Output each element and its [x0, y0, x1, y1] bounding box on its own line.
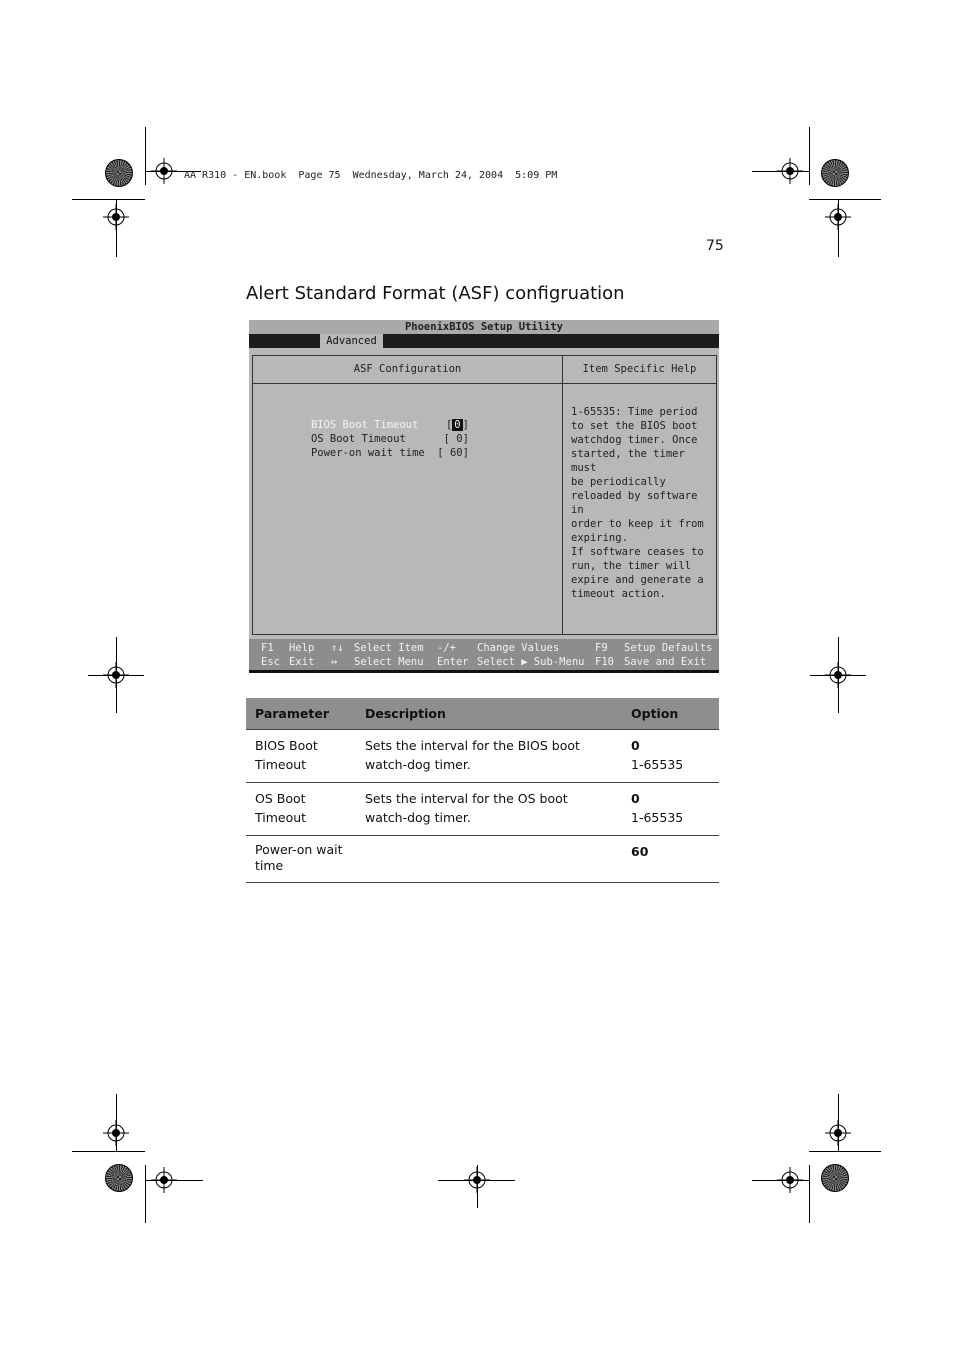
- key-enter: Enter: [437, 656, 469, 668]
- option-default: 0: [631, 738, 640, 753]
- bios-item-power-on-wait-time[interactable]: Power-on wait time [ 60]: [310, 447, 469, 459]
- registration-crosshair-icon: [464, 1167, 490, 1193]
- registration-crosshair-icon: [777, 158, 803, 184]
- bios-menu-bar: [249, 334, 719, 348]
- cell-description: [356, 836, 622, 883]
- cell-parameter: OS Boot Timeout: [246, 783, 356, 836]
- page-number: 75: [706, 238, 724, 254]
- bios-bottom-rule: [249, 670, 719, 673]
- table-row: [246, 836, 719, 883]
- book-header-line: AA R310 - EN.book Page 75 Wednesday, March 24, 2004 5:09 PM: [184, 170, 558, 181]
- key-updown: ↑↓: [331, 642, 344, 654]
- item-value[interactable]: 0: [456, 433, 463, 445]
- bios-item-bios-boot-timeout[interactable]: BIOS Boot Timeout [ 0 ]: [310, 419, 469, 431]
- bios-screen: [249, 320, 719, 673]
- key-plusminus-label: Change Values: [477, 642, 560, 654]
- item-label: OS Boot Timeout: [310, 433, 406, 445]
- item-label: BIOS Boot Timeout: [310, 419, 419, 431]
- table-header-row: [246, 698, 719, 730]
- bios-key-legend: [249, 639, 719, 670]
- registration-crosshair-icon: [151, 1167, 177, 1193]
- left-panel-title: ASF Configuration: [253, 356, 562, 384]
- registration-crosshair-icon: [103, 204, 129, 230]
- help-text: 1-65535: Time period to set the BIOS boot watchdog timer. Once started, the timer must be periodically reloaded by software in order to keep it from expiring. If software ceases to run, the timer will expire and generate a timeout action.: [571, 406, 704, 600]
- registration-disc-icon: [821, 1164, 849, 1192]
- registration-crosshair-icon: [825, 1120, 851, 1146]
- item-help-panel: [562, 355, 717, 635]
- key-enter-label: Select ▶ Sub-Menu: [477, 656, 585, 668]
- key-f1: F1: [261, 642, 274, 654]
- cell-parameter: BIOS Boot Timeout: [246, 730, 356, 783]
- option-default: 60: [631, 844, 649, 859]
- header-parameter: Parameter: [246, 698, 356, 730]
- tab-advanced[interactable]: Advanced: [320, 334, 383, 348]
- registration-crosshair-icon: [103, 662, 129, 688]
- table-row: [246, 783, 719, 836]
- right-panel-title: Item Specific Help: [563, 356, 716, 384]
- cell-option: [622, 730, 719, 783]
- cell-parameter: Power-on wait time: [246, 836, 356, 883]
- parameter-table: [246, 698, 719, 883]
- option-range: 1-65535: [631, 757, 684, 772]
- key-f9: F9: [595, 642, 608, 654]
- registration-disc-icon: [821, 159, 849, 187]
- key-plusminus: -/+: [437, 642, 456, 654]
- header-option: Option: [622, 698, 719, 730]
- key-esc-label: Exit: [289, 656, 315, 668]
- option-default: 0: [631, 791, 640, 806]
- bios-item-os-boot-timeout[interactable]: OS Boot Timeout [ 0]: [310, 433, 469, 445]
- key-leftright-label: Select Menu: [354, 656, 424, 668]
- item-label: Power-on wait time: [310, 447, 425, 459]
- section-title: Alert Standard Format (ASF) configruation: [246, 283, 625, 304]
- header-description: Description: [356, 698, 622, 730]
- bios-utility-title: PhoenixBIOS Setup Utility: [249, 320, 719, 334]
- key-f1-label: Help: [289, 642, 315, 654]
- key-f9-label: Setup Defaults: [624, 642, 713, 654]
- registration-crosshair-icon: [777, 1167, 803, 1193]
- key-leftright: ↔: [331, 656, 338, 668]
- option-range: 1-65535: [631, 810, 684, 825]
- cell-option: [622, 836, 719, 883]
- item-value[interactable]: 0: [454, 419, 461, 431]
- key-f10: F10: [595, 656, 614, 668]
- key-esc: Esc: [261, 656, 280, 668]
- registration-disc-icon: [105, 1164, 133, 1192]
- registration-crosshair-icon: [825, 204, 851, 230]
- registration-crosshair-icon: [825, 662, 851, 688]
- cell-description: Sets the interval for the BIOS boot watch-dog timer.: [356, 730, 622, 783]
- cell-option: [622, 783, 719, 836]
- key-f10-label: Save and Exit: [624, 656, 707, 668]
- key-updown-label: Select Item: [354, 642, 424, 654]
- asf-config-panel: [252, 355, 563, 635]
- registration-crosshair-icon: [151, 158, 177, 184]
- cell-description: Sets the interval for the OS boot watch-dog timer.: [356, 783, 622, 836]
- item-value[interactable]: 60: [449, 447, 463, 459]
- registration-crosshair-icon: [103, 1120, 129, 1146]
- registration-disc-icon: [105, 159, 133, 187]
- table-row: [246, 730, 719, 783]
